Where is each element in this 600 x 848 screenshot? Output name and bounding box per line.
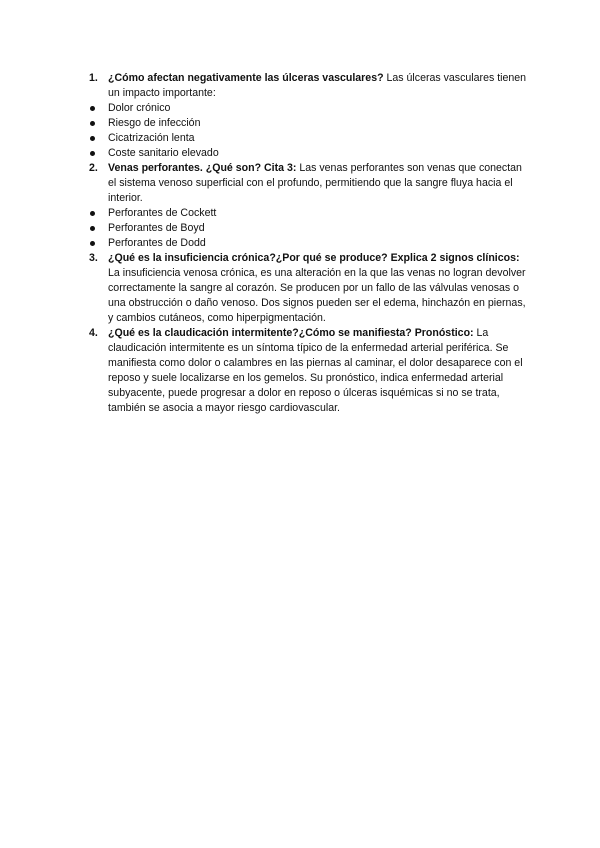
question-text: Venas perforantes. ¿Qué son? Cita 3: <box>108 162 297 174</box>
answer-text: Las úlceras vasculares tienen un impacto importante: <box>108 72 527 99</box>
bullet-text: Perforantes de Dodd <box>108 237 206 249</box>
bullet-icon <box>90 211 95 216</box>
bullet-item <box>89 236 529 251</box>
bullet-text: Dolor crónico <box>108 102 171 114</box>
bullet-icon <box>90 121 95 126</box>
question-text: ¿Qué es la claudicación intermitente?¿Cómo se manifiesta? Pronóstico: <box>108 327 474 339</box>
bullet-text: Perforantes de Boyd <box>108 222 205 234</box>
list-item-1 <box>89 71 529 101</box>
item-number: 2. <box>89 162 98 174</box>
answer-text: La claudicación intermitente es un síntoma típico de la enfermedad arterial periférica. Se manifiesta como dolor o calambres en las piernas al caminar, el dolor desaparece con el reposo y suele localizarse en los gemelos. Su pronóstico, indica enfermedad arterial subyacente, puede progresar a dolor en reposo o úlceras isquémicas si no se trata, también se asocia a mayor riesgo cardiovascular. <box>108 327 523 414</box>
bullet-icon <box>90 241 95 246</box>
bullet-item <box>89 146 529 161</box>
bullet-text: Riesgo de infección <box>108 117 201 129</box>
bullet-text: Perforantes de Cockett <box>108 207 217 219</box>
question-text: ¿Cómo afectan negativamente las úlceras vasculares? <box>108 72 384 84</box>
bullet-icon <box>90 151 95 156</box>
bullet-text: Coste sanitario elevado <box>108 147 219 159</box>
bullet-icon <box>90 136 95 141</box>
answer-text: Las venas perforantes son venas que conectan el sistema venoso superficial con el profundo, permitiendo que la sangre fluya hacia el interior. <box>108 162 522 204</box>
bullet-text: Cicatrización lenta <box>108 132 195 144</box>
bullet-item <box>89 101 529 116</box>
bullet-item <box>89 221 529 236</box>
item-number: 4. <box>89 327 98 339</box>
item-number: 3. <box>89 252 98 264</box>
list-item-3 <box>89 251 529 326</box>
question-text: ¿Qué es la insuficiencia crónica?¿Por qué se produce? Explica 2 signos clínicos: <box>108 252 520 264</box>
item-number: 1. <box>89 72 98 84</box>
bullet-icon <box>90 226 95 231</box>
bullet-item <box>89 116 529 131</box>
list-item-2 <box>89 161 529 206</box>
bullet-icon <box>90 106 95 111</box>
document-body <box>89 71 529 416</box>
bullet-item <box>89 206 529 221</box>
list-item-4 <box>89 326 529 416</box>
bullet-item <box>89 131 529 146</box>
answer-text: La insuficiencia venosa crónica, es una alteración en la que las venas no logran devolver correctamente la sangre al corazón. Se producen por un fallo de las válvulas venosas o una obstrucción o daño venoso. Dos signos pueden ser el edema, hinchazón en piernas, y cambios cutáneos, como hiperpigmentación. <box>108 267 526 324</box>
